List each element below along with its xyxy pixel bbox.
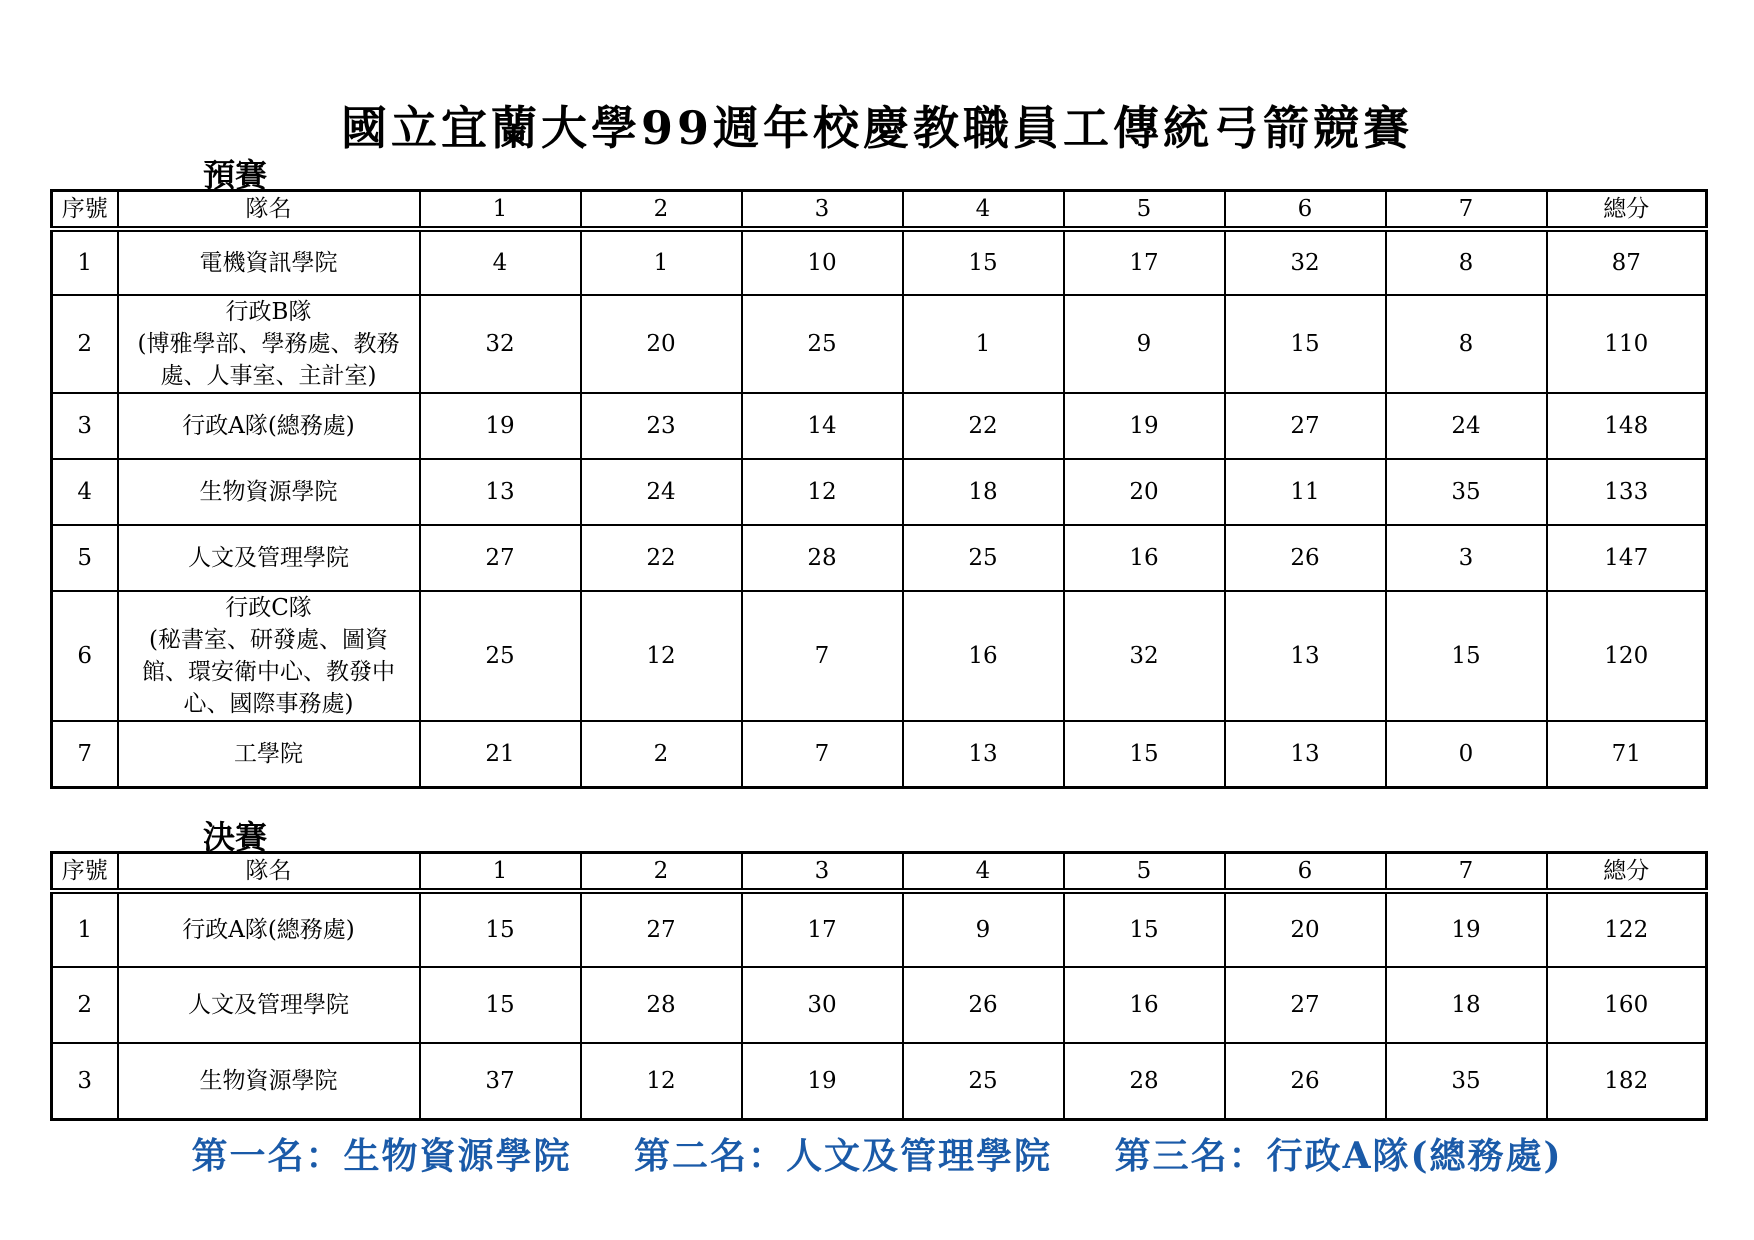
score-cell: 15	[1386, 591, 1547, 721]
score-cell: 27	[1225, 393, 1386, 459]
score-cell: 20	[1064, 459, 1225, 525]
header-round-3: 3	[742, 191, 903, 230]
score-cell: 30	[742, 967, 903, 1043]
score-cell: 13	[903, 721, 1064, 787]
total-cell: 110	[1547, 295, 1707, 393]
third-place: 第三名：行政A隊(總務處)	[1114, 1135, 1563, 1177]
table-row	[52, 525, 1707, 591]
score-cell: 25	[903, 525, 1064, 591]
team-name: 生物資源學院	[118, 459, 420, 525]
score-cell: 25	[420, 591, 581, 721]
total-cell: 182	[1547, 1043, 1707, 1119]
table-row	[52, 295, 1707, 393]
row-no: 4	[52, 459, 118, 525]
score-cell: 28	[1064, 1043, 1225, 1119]
header-round-6: 6	[1225, 191, 1386, 230]
score-cell: 20	[581, 295, 742, 393]
score-cell: 13	[420, 459, 581, 525]
final-header-row	[52, 853, 1707, 892]
table-row	[52, 967, 1707, 1043]
preliminary-header-row	[52, 191, 1707, 230]
score-cell: 16	[1064, 525, 1225, 591]
team-name: 行政B隊 (博雅學部、學務處、教務 處、人事室、主計室)	[118, 295, 420, 393]
score-cell: 14	[742, 393, 903, 459]
score-cell: 26	[1225, 525, 1386, 591]
score-cell: 32	[420, 295, 581, 393]
score-cell: 12	[581, 1043, 742, 1119]
team-name: 人文及管理學院	[118, 525, 420, 591]
second-place: 第二名：人文及管理學院	[634, 1135, 1053, 1177]
row-no: 7	[52, 721, 118, 787]
score-cell: 32	[1064, 591, 1225, 721]
score-cell: 8	[1386, 229, 1547, 295]
team-name: 人文及管理學院	[118, 967, 420, 1043]
winners-line	[0, 1128, 1754, 1179]
team-name: 行政A隊(總務處)	[118, 891, 420, 967]
score-cell: 1	[903, 295, 1064, 393]
score-cell: 17	[742, 891, 903, 967]
row-no: 6	[52, 591, 118, 721]
score-cell: 17	[1064, 229, 1225, 295]
header-round-3: 3	[742, 853, 903, 892]
score-cell: 3	[1386, 525, 1547, 591]
header-round-4: 4	[903, 853, 1064, 892]
table-row	[52, 393, 1707, 459]
header-total: 總分	[1547, 191, 1707, 230]
score-cell: 1	[581, 229, 742, 295]
score-cell: 22	[903, 393, 1064, 459]
total-cell: 147	[1547, 525, 1707, 591]
table-row	[52, 1043, 1707, 1119]
page-title: 國立宜蘭大學99週年校慶教職員工傳統弓箭競賽	[340, 101, 1413, 155]
score-cell: 27	[581, 891, 742, 967]
table-row	[52, 591, 1707, 721]
preliminary-table	[50, 189, 1708, 789]
score-cell: 32	[1225, 229, 1386, 295]
total-cell: 122	[1547, 891, 1707, 967]
first-place: 第一名：生物資源學院	[191, 1135, 572, 1177]
score-cell: 7	[742, 721, 903, 787]
score-cell: 15	[420, 891, 581, 967]
score-cell: 11	[1225, 459, 1386, 525]
row-no: 1	[52, 229, 118, 295]
score-cell: 27	[420, 525, 581, 591]
score-cell: 15	[1064, 721, 1225, 787]
score-cell: 16	[1064, 967, 1225, 1043]
total-cell: 120	[1547, 591, 1707, 721]
score-cell: 23	[581, 393, 742, 459]
header-no: 序號	[52, 191, 118, 230]
score-cell: 28	[742, 525, 903, 591]
score-cell: 9	[1064, 295, 1225, 393]
score-cell: 7	[742, 591, 903, 721]
header-team: 隊名	[118, 191, 420, 230]
score-cell: 0	[1386, 721, 1547, 787]
header-round-6: 6	[1225, 853, 1386, 892]
score-cell: 15	[903, 229, 1064, 295]
total-cell: 133	[1547, 459, 1707, 525]
header-round-7: 7	[1386, 191, 1547, 230]
score-cell: 9	[903, 891, 1064, 967]
team-name: 生物資源學院	[118, 1043, 420, 1119]
score-cell: 35	[1386, 459, 1547, 525]
score-cell: 19	[1064, 393, 1225, 459]
row-no: 2	[52, 295, 118, 393]
team-name: 電機資訊學院	[118, 229, 420, 295]
team-name: 工學院	[118, 721, 420, 787]
score-cell: 15	[420, 967, 581, 1043]
header-round-2: 2	[581, 853, 742, 892]
total-cell: 148	[1547, 393, 1707, 459]
score-cell: 26	[1225, 1043, 1386, 1119]
header-round-5: 5	[1064, 853, 1225, 892]
score-cell: 19	[742, 1043, 903, 1119]
total-cell: 87	[1547, 229, 1707, 295]
score-cell: 27	[1225, 967, 1386, 1043]
preliminary-label: 預賽	[203, 156, 268, 194]
header-no: 序號	[52, 853, 118, 892]
table-row	[52, 721, 1707, 787]
total-cell: 71	[1547, 721, 1707, 787]
header-team: 隊名	[118, 853, 420, 892]
score-cell: 4	[420, 229, 581, 295]
header-round-4: 4	[903, 191, 1064, 230]
score-cell: 22	[581, 525, 742, 591]
score-cell: 19	[1386, 891, 1547, 967]
team-name: 行政C隊 (秘書室、研發處、圖資 館、環安衛中心、教發中 心、國際事務處)	[118, 591, 420, 721]
header-total: 總分	[1547, 853, 1707, 892]
score-cell: 19	[420, 393, 581, 459]
row-no: 1	[52, 891, 118, 967]
score-cell: 25	[903, 1043, 1064, 1119]
row-no: 5	[52, 525, 118, 591]
header-round-7: 7	[1386, 853, 1547, 892]
score-cell: 13	[1225, 721, 1386, 787]
score-cell: 15	[1225, 295, 1386, 393]
score-cell: 37	[420, 1043, 581, 1119]
final-label: 決賽	[203, 818, 268, 856]
row-no: 2	[52, 967, 118, 1043]
score-cell: 24	[1386, 393, 1547, 459]
score-cell: 13	[1225, 591, 1386, 721]
header-round-2: 2	[581, 191, 742, 230]
score-cell: 25	[742, 295, 903, 393]
header-round-1: 1	[420, 853, 581, 892]
score-cell: 18	[1386, 967, 1547, 1043]
score-cell: 12	[581, 591, 742, 721]
final-table	[50, 851, 1708, 1121]
score-cell: 21	[420, 721, 581, 787]
total-cell: 160	[1547, 967, 1707, 1043]
table-row	[52, 229, 1707, 295]
score-cell: 2	[581, 721, 742, 787]
score-cell: 15	[1064, 891, 1225, 967]
header-round-5: 5	[1064, 191, 1225, 230]
score-cell: 20	[1225, 891, 1386, 967]
row-no: 3	[52, 393, 118, 459]
row-no: 3	[52, 1043, 118, 1119]
score-cell: 28	[581, 967, 742, 1043]
table-row	[52, 891, 1707, 967]
team-name: 行政A隊(總務處)	[118, 393, 420, 459]
score-cell: 10	[742, 229, 903, 295]
score-cell: 18	[903, 459, 1064, 525]
score-cell: 24	[581, 459, 742, 525]
table-row	[52, 459, 1707, 525]
header-round-1: 1	[420, 191, 581, 230]
score-cell: 12	[742, 459, 903, 525]
score-cell: 8	[1386, 295, 1547, 393]
score-cell: 16	[903, 591, 1064, 721]
score-cell: 35	[1386, 1043, 1547, 1119]
score-cell: 26	[903, 967, 1064, 1043]
